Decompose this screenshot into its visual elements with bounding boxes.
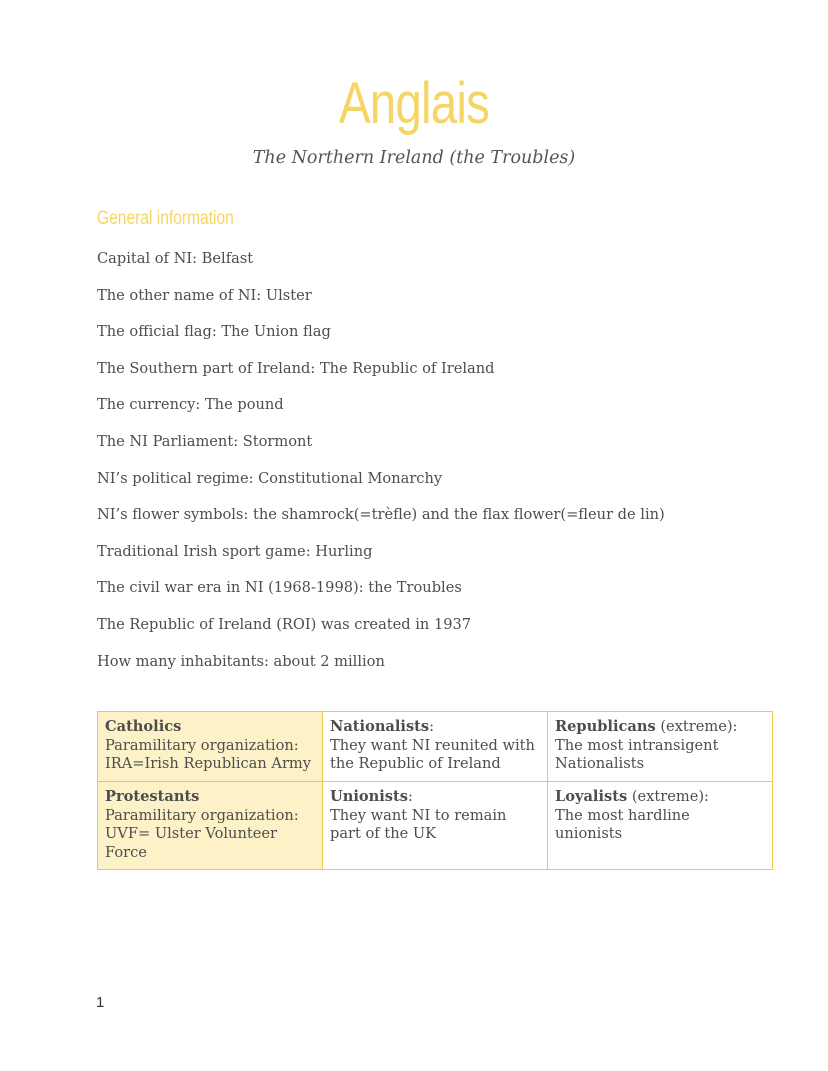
general-information-list (97, 246, 665, 685)
cell-title: Loyalists (555, 788, 628, 805)
table-cell-catholics (98, 712, 323, 782)
cell-text: unionists (555, 825, 623, 842)
list-item: How many inhabitants: about 2 million (97, 652, 385, 670)
cell-text: Force (105, 843, 147, 861)
list-item: The other name of NI: Ulster (97, 286, 312, 304)
table-cell-protestants (98, 782, 323, 870)
cell-title: Republicans (555, 718, 656, 735)
groups-table (97, 711, 773, 870)
cell-text: the Republic of Ireland (330, 755, 501, 772)
list-item: Capital of NI: Belfast (97, 250, 254, 267)
table-cell-nationalists (323, 712, 548, 782)
list-item: The Southern part of Ireland: The Republic of Ireland (97, 359, 495, 377)
cell-title-suffix: : (429, 718, 435, 735)
cell-title: Catholics (105, 718, 182, 735)
cell-heading (555, 788, 766, 807)
list-item: The Republic of Ireland (ROI) was created in 1937 (97, 615, 472, 633)
cell-text: IRA=Irish Republican Army (105, 755, 312, 772)
cell-text: They want NI reunited with (330, 736, 535, 754)
list-item: The official flag: The Union flag (97, 323, 331, 341)
cell-title-suffix: (extreme): (655, 718, 738, 735)
list-item: The currency: The pound (97, 396, 284, 414)
cell-title: Nationalists (330, 718, 430, 735)
cell-text: The most intransigent (555, 736, 719, 754)
document-subtitle: The Northern Ireland (the Troubles) (252, 148, 576, 168)
list-item: Traditional Irish sport game: Hurling (97, 542, 373, 560)
cell-text: UVF= Ulster Volunteer (105, 825, 277, 842)
section-heading-general-information: General information (97, 208, 234, 229)
cell-text: The most hardline (555, 806, 690, 824)
page-number: 1 (96, 994, 105, 1011)
cell-text: part of the UK (330, 825, 437, 842)
table-cell-republicans (548, 712, 773, 782)
cell-heading (330, 718, 541, 737)
cell-title: Unionists (330, 788, 408, 805)
cell-title-suffix: (extreme): (627, 788, 709, 805)
cell-text: They want NI to remain (330, 806, 507, 824)
list-item: NI’s political regime: Constitutional Monarchy (97, 469, 443, 487)
cell-title: Protestants (105, 788, 200, 805)
table-cell-loyalists (548, 782, 773, 870)
cell-text: Nationalists (555, 755, 645, 772)
document-title: Anglais (338, 71, 490, 136)
table-row (98, 712, 773, 782)
list-item: The NI Parliament: Stormont (97, 432, 313, 450)
list-item: The civil war era in NI (1968-1998): the Troubles (97, 579, 462, 597)
cell-text: Paramilitary organization: (105, 736, 299, 754)
cell-title-suffix: : (407, 788, 413, 805)
cell-heading (555, 718, 766, 737)
list-item: NI’s flower symbols: the shamrock(=trèfle) and the flax flower(=fleur de lin) (97, 506, 665, 524)
table-cell-unionists (323, 782, 548, 870)
table-row (98, 782, 773, 870)
cell-heading (330, 788, 541, 807)
cell-text: Paramilitary organization: (105, 806, 299, 824)
